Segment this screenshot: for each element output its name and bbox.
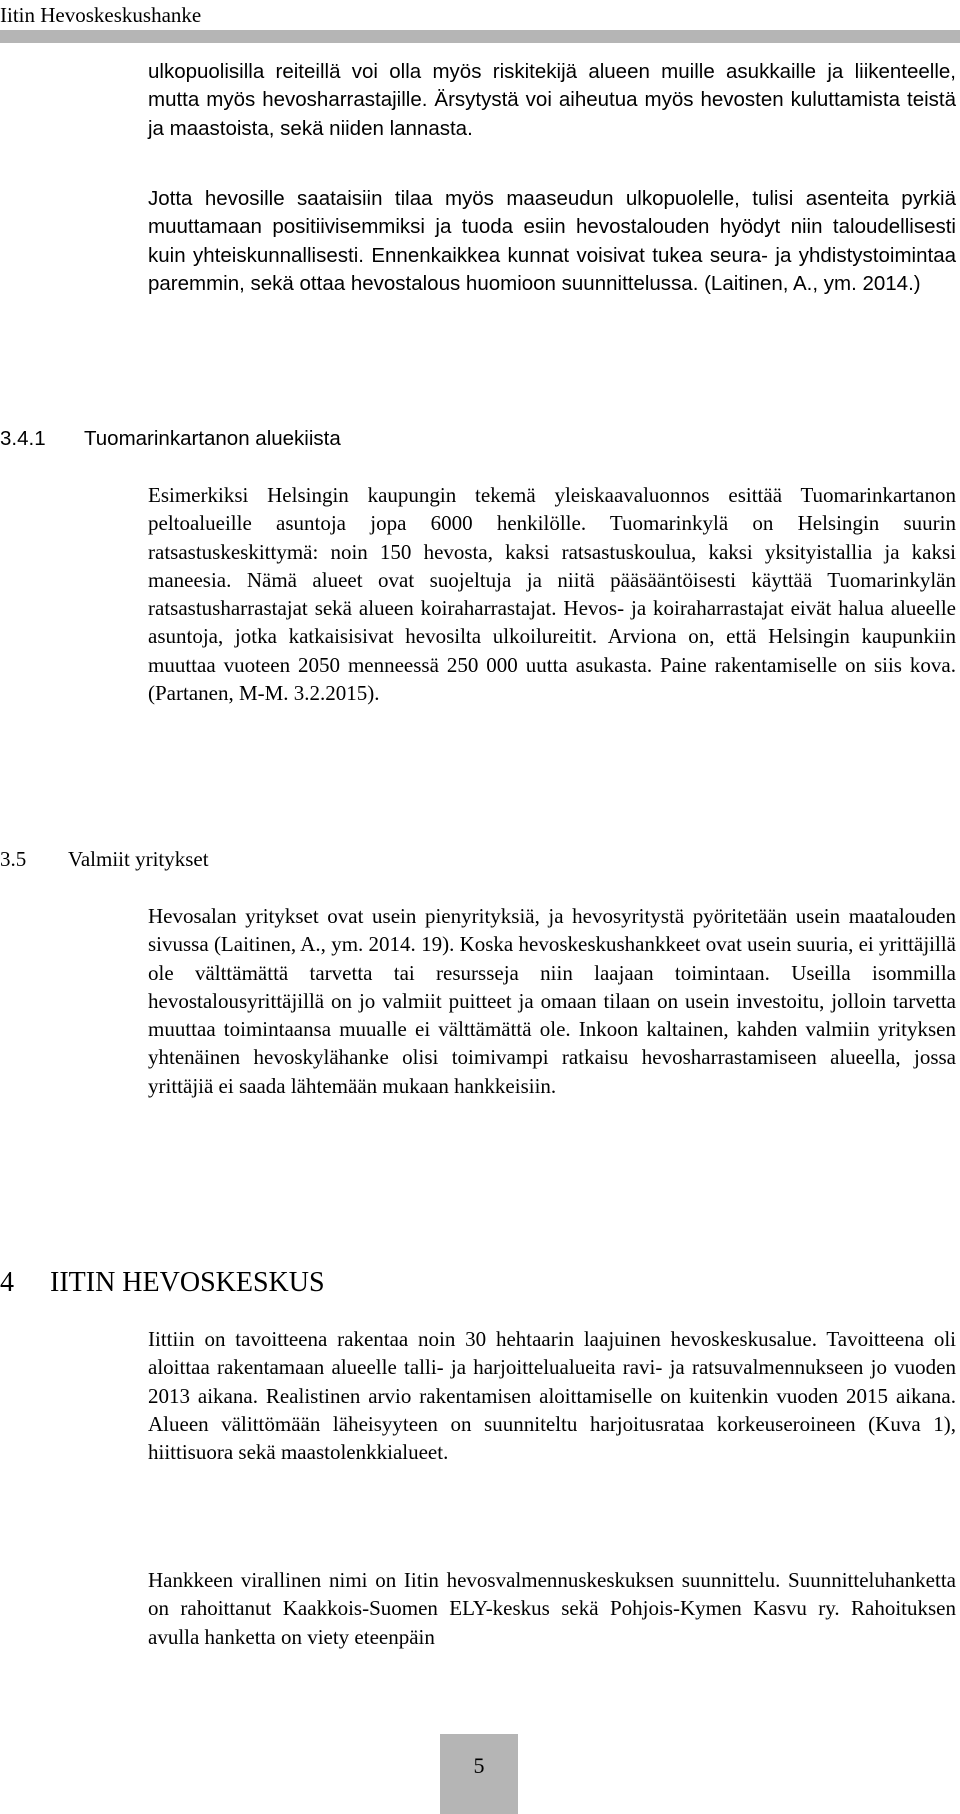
section-title: Valmiit yritykset bbox=[68, 847, 209, 871]
page-header bbox=[0, 0, 960, 44]
paragraph-intro-continuation: ulkopuolisilla reiteillä voi olla myös riskitekijä alueen muille asukkaille ja liikenteelle, mutta myös hevosharrastajille. Ärsytystä voi aiheutua myös hevosten kuluttamista teistä ja maastoista, sekä niiden lannasta. bbox=[148, 60, 956, 140]
paragraph-section-3-4-1: Esimerkiksi Helsingin kaupungin tekemä yleiskaavaluonnos esittää Tuomarinkartanon peltoalueille asuntoja jopa 6000 henkilölle. Tuomarinkylä on Helsingin suurin ratsastuskeskittymä: noin 150 hevosta, kaksi ratsastuskoulua, kaksi yksityistallia ja kaksi maneesia. Nämä alueet ovat suojeltuja ja niitä pääsääntöisesti käyttää Tuomarinkylän ratsastusharrastajat sekä alueen koiraharrastajat. Hevos- ja koiraharrastajat eivät halua alueelle asuntoja, jotka katkaisisivat hevosilta ulkoilureitit. Arviona on, että Helsingin kaupunkiin muuttaa vuoteen 2050 menneessä 250 000 uutta asukasta. Paine rakentamiselle on siis kova. (Partanen, M-M. 3.2.2015). bbox=[148, 483, 956, 706]
page-number-box bbox=[440, 1734, 518, 1814]
paragraph-intro-second: Jotta hevosille saataisiin tilaa myös maaseudun ulkopuolelle, tulisi asenteita pyrkiä muuttamaan positiivisemmiksi ja tuoda esiin hevostalouden hyödyt niin taloudellisesti kuin yhteiskunnallisesti. Ennenkaikkea kunnat voisivat tukea seura- ja yhdistystoimintaa paremmin, sekä ottaa hevostalous huomioon suunnittelussa. (Laitinen, A., ym. 2014.) bbox=[148, 187, 956, 295]
paragraph-chapter-4-first: Iittiin on tavoitteena rakentaa noin 30 hehtaarin laajuinen hevoskeskusalue. Tavoitteena oli aloittaa rakentamaan alueelle talli- ja harjoittelualueita ravi- ja ratsuvalmennukseen jo vuoden 2013 aikana. Realistinen arvio rakentamisen aloittamiselle on kuitenkin vuoden 2015 aikana. Alueen välittömään läheisyyteen on suunniteltu harjoitusrataa korkeuseroineen (Kuva 1), hiittisuora sekä maastolenkkialueet. bbox=[148, 1327, 956, 1465]
paragraph-section-3-5: Hevosalan yritykset ovat usein pienyrityksiä, ja hevosyritystä pyöritetään usein maatalouden sivussa (Laitinen, A., ym. 2014. 19). Koska hevoskeskushankkeet ovat usein suuria, ei yrittäjillä ole välttämättä tarvetta tai resursseja niin laajaan toimintaan. Useilla isommilla hevostalousyrittäjillä on jo valmiit puitteet ja omaan tilaan on usein investoitu, jolloin tarvetta muuttaa toimintaansa muualle ei välttämättä ole. Inkoon kaltainen, kahden valmiin yrityksen yhtenäinen hevoskylähanke olisi toimivampi ratkaisu hevosharrastamiseen alueella, jossa yrittäjiä ei saada lähtemään mukaan hankkeisiin. bbox=[148, 904, 956, 1098]
section-title: Tuomarinkartanon aluekiista bbox=[84, 427, 341, 450]
paragraph-chapter-4-second: Hankkeen virallinen nimi on Iitin hevosvalmennuskeskuksen suunnittelu. Suunnitteluhanketta on rahoittanut Kaakkois-Suomen ELY-keskus sekä Pohjois-Kymen Kasvu ry. Rahoituksen avulla hanketta on viety eteenpäin bbox=[148, 1568, 956, 1649]
section-number: 3.4.1 bbox=[0, 427, 46, 450]
document-title: Iitin Hevoskeskushanke bbox=[0, 3, 202, 27]
section-heading-3-4-1 bbox=[0, 425, 341, 453]
page-number: 5 bbox=[473, 1753, 485, 1778]
header-rule bbox=[0, 30, 960, 43]
section-heading-3-5 bbox=[0, 845, 209, 873]
section-number: 3.5 bbox=[0, 847, 27, 871]
chapter-heading-4 bbox=[0, 1266, 325, 1300]
chapter-title: IITIN HEVOSKESKUS bbox=[50, 1267, 325, 1298]
chapter-number: 4 bbox=[0, 1267, 14, 1298]
